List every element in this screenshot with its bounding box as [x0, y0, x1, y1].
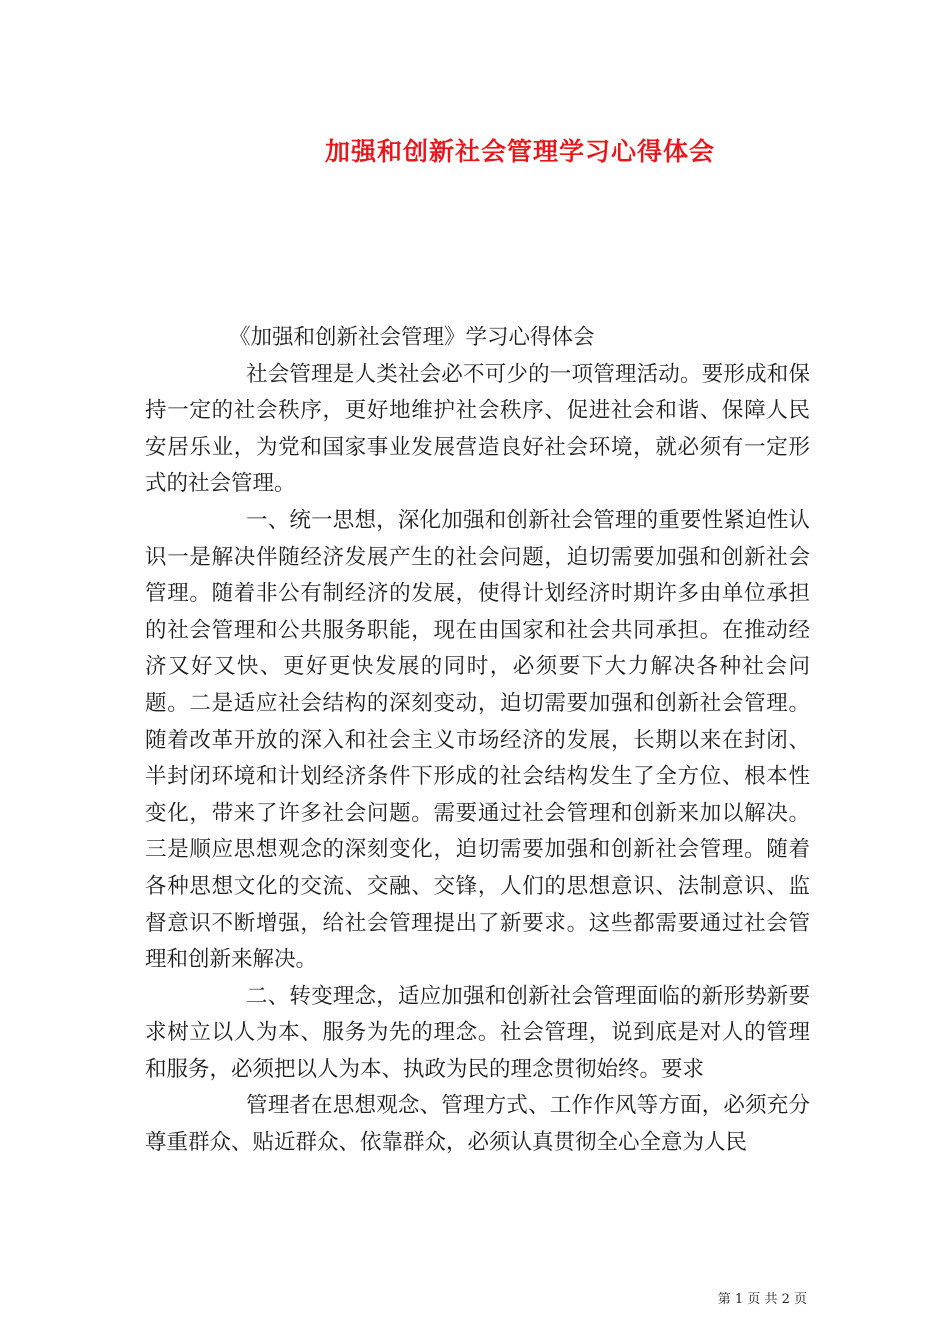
- paragraph-section-one: 一、统一思想，深化加强和创新社会管理的重要性紧迫性认识一是解决伴随经济发展产生的社会问题，迫切需要加强和创新社会管理。随着非公有制经济的发展，使得计划经济时期许多由单位承担的社会管理和公共服务职能，现在由国家和社会共同承担。在推动经济又好又快、更好更快发展的同时，必须要下大力解决各种社会问题。二是适应社会结构的深刻变动，迫切需要加强和创新社会管理。随着改革开放的深入和社会主义市场经济的发展，长期以来在封闭、半封闭环境和计划经济条件下形成的社会结构发生了全方位、根本性变化，带来了许多社会问题。需要通过社会管理和创新来加以解决。三是顺应思想观念的深刻变化，迫切需要加强和创新社会管理。随着各种思想文化的交流、交融、交锋，人们的思想意识、法制意识、监督意识不断增强，给社会管理提出了新要求。这些都需要通过社会管理和创新来解决。: [145, 507, 810, 973]
- paragraph-continuation: 管理者在思想观念、管理方式、工作作风等方面，必须充分尊重群众、贴近群众、依靠群众，必须认真贯彻全心全意为人民: [145, 1093, 810, 1156]
- paragraph-section-two: 二、转变理念，适应加强和创新社会管理面临的新形势新要求树立以人为本、服务为先的理念。社会管理，说到底是对人的管理和服务，必须把以人为本、执政为民的理念贯彻始终。要求: [145, 983, 810, 1082]
- page-number-footer: 第 1 页 共 2 页: [717, 1292, 807, 1307]
- page-title: 加强和创新社会管理学习心得体会: [324, 137, 715, 166]
- document-body: [145, 320, 810, 1162]
- paragraph-intro: 社会管理是人类社会必不可少的一项管理活动。要形成和保持一定的社会秩序，更好地维护社会秩序、促进社会和谐、保障人民安居乐业，为党和国家事业发展营造良好社会环境，就必须有一定形式的社会管理。: [145, 361, 810, 497]
- document-subtitle: 《加强和创新社会管理》学习心得体会: [229, 325, 595, 350]
